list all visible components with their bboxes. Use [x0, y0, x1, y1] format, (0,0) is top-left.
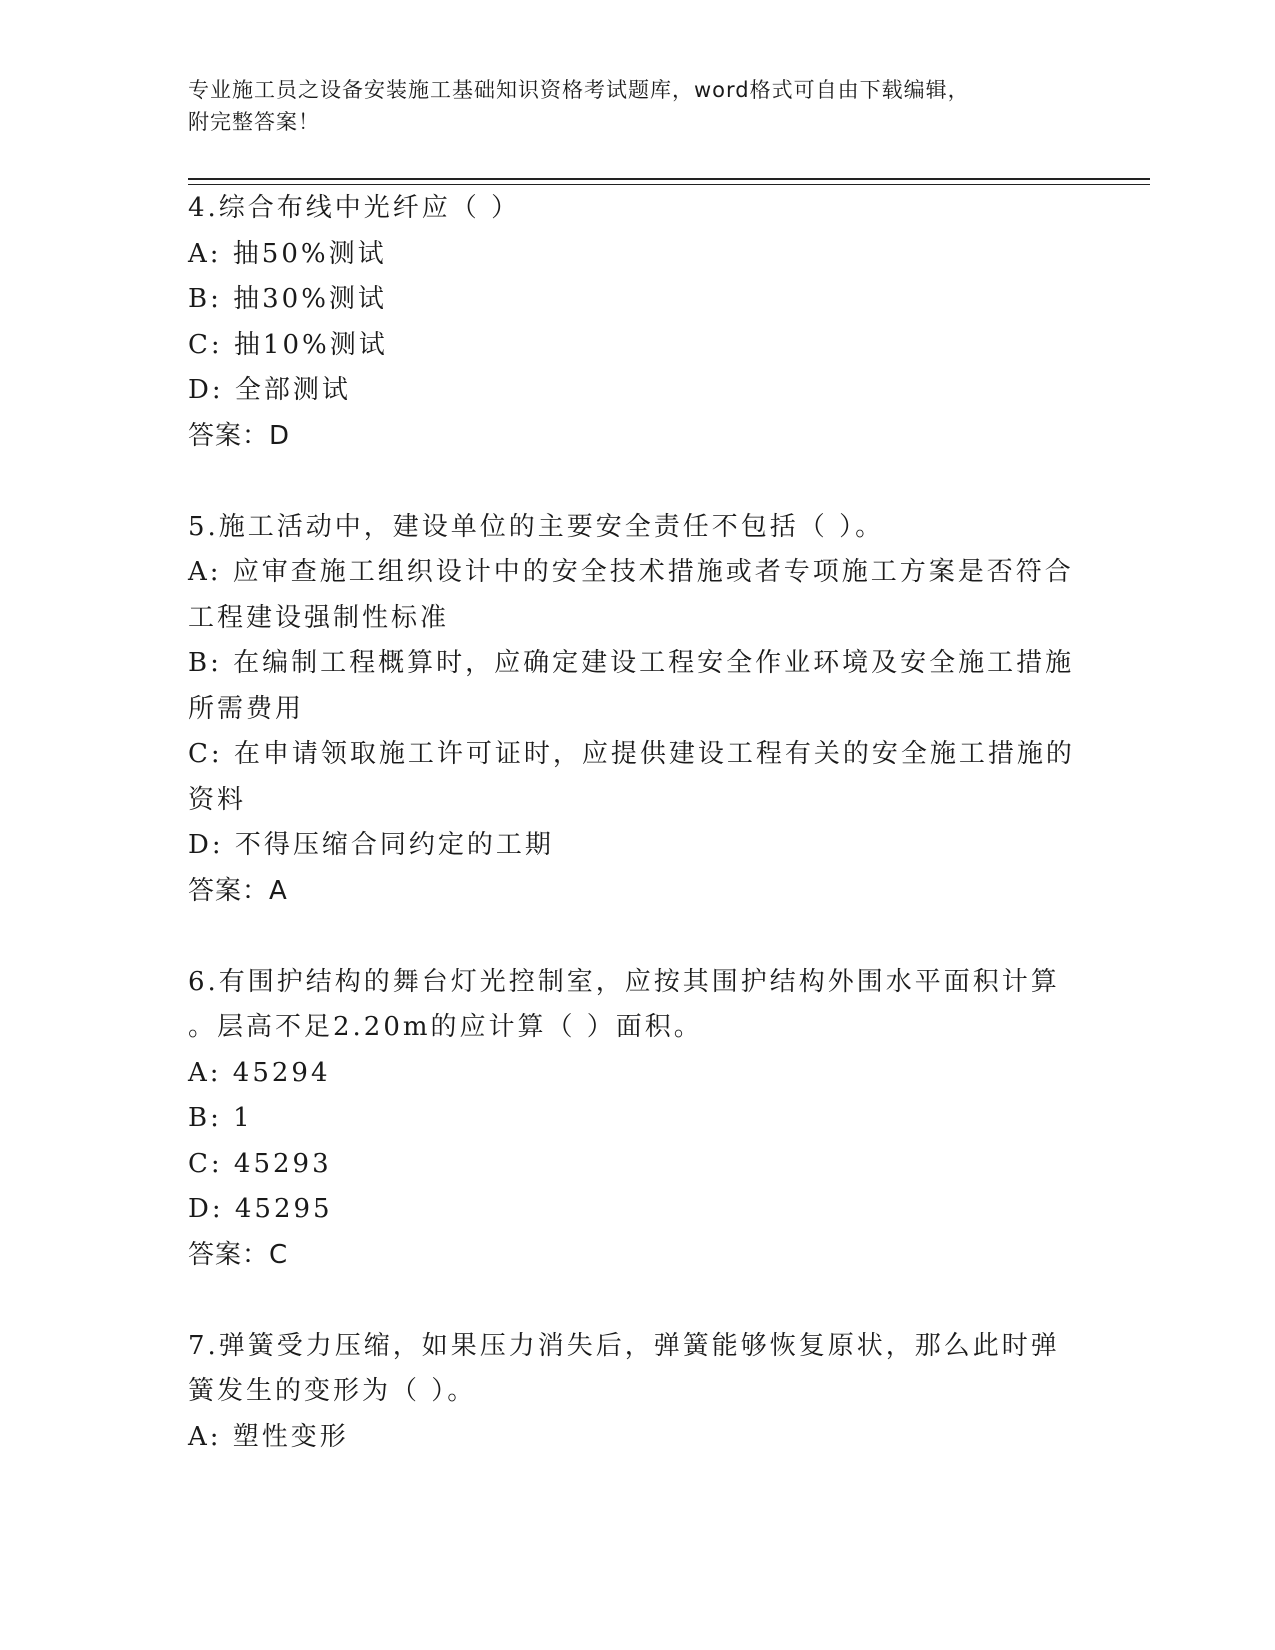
question-4	[188, 186, 1068, 459]
option-c: C: 45293	[188, 1148, 332, 1179]
option-d: D: 45295	[188, 1194, 333, 1224]
answer-line: 答案：A	[188, 875, 288, 906]
header-line-2: 附完整答案！	[188, 110, 320, 134]
document-header	[188, 74, 1088, 138]
spacer	[188, 459, 1068, 505]
option-b: B: 在编制工程概算时，应确定建设工程安全作业环境及安全施工措施	[188, 648, 1075, 678]
question-7	[188, 1324, 1068, 1461]
header-rule-thick	[188, 178, 1150, 180]
question-6	[188, 960, 1068, 1279]
spacer	[188, 1278, 1068, 1324]
header-line-1: 专业施工员之设备安装施工基础知识资格考试题库，word格式可自由下载编辑，	[188, 78, 970, 102]
option-a: A: 塑性变形	[188, 1421, 349, 1452]
option-c: C: 抽10%测试	[188, 329, 388, 360]
option-c: C: 在申请领取施工许可证时，应提供建设工程有关的安全施工措施的	[188, 739, 1075, 769]
option-a: A: 45294	[188, 1057, 331, 1088]
answer-line: 答案：C	[188, 1239, 289, 1270]
option-a-continued: 工程建设强制性标准	[188, 602, 450, 633]
header-rule-thin	[188, 184, 1150, 185]
option-b-continued: 所需费用	[188, 693, 305, 724]
question-5	[188, 505, 1075, 915]
option-b: B: 抽30%测试	[188, 284, 387, 314]
option-b: B: 1	[188, 1103, 253, 1133]
option-a: A: 抽50%测试	[188, 238, 387, 269]
answer-line: 答案：D	[188, 420, 291, 451]
question-stem: 4.综合布线中光纤应（ ）	[188, 193, 521, 223]
question-stem: 6.有围护结构的舞台灯光控制室，应按其围护结构外围水平面积计算	[188, 966, 1060, 997]
question-stem-continued: 簧发生的变形为（ ）。	[188, 1376, 477, 1406]
option-a: A: 应审查施工组织设计中的安全技术措施或者专项施工方案是否符合	[188, 557, 1074, 587]
question-stem: 5.施工活动中，建设单位的主要安全责任不包括（ ）。	[188, 511, 885, 542]
option-d: D: 全部测试	[188, 375, 351, 405]
question-stem-continued: 。层高不足2.20m的应计算（ ）面积。	[188, 1012, 703, 1042]
option-d: D: 不得压缩合同约定的工期	[188, 830, 554, 860]
question-stem: 7.弹簧受力压缩，如果压力消失后，弹簧能够恢复原状，那么此时弹	[188, 1330, 1060, 1361]
spacer	[188, 914, 1068, 960]
option-c-continued: 资料	[188, 784, 247, 815]
question-list	[188, 186, 1075, 1460]
